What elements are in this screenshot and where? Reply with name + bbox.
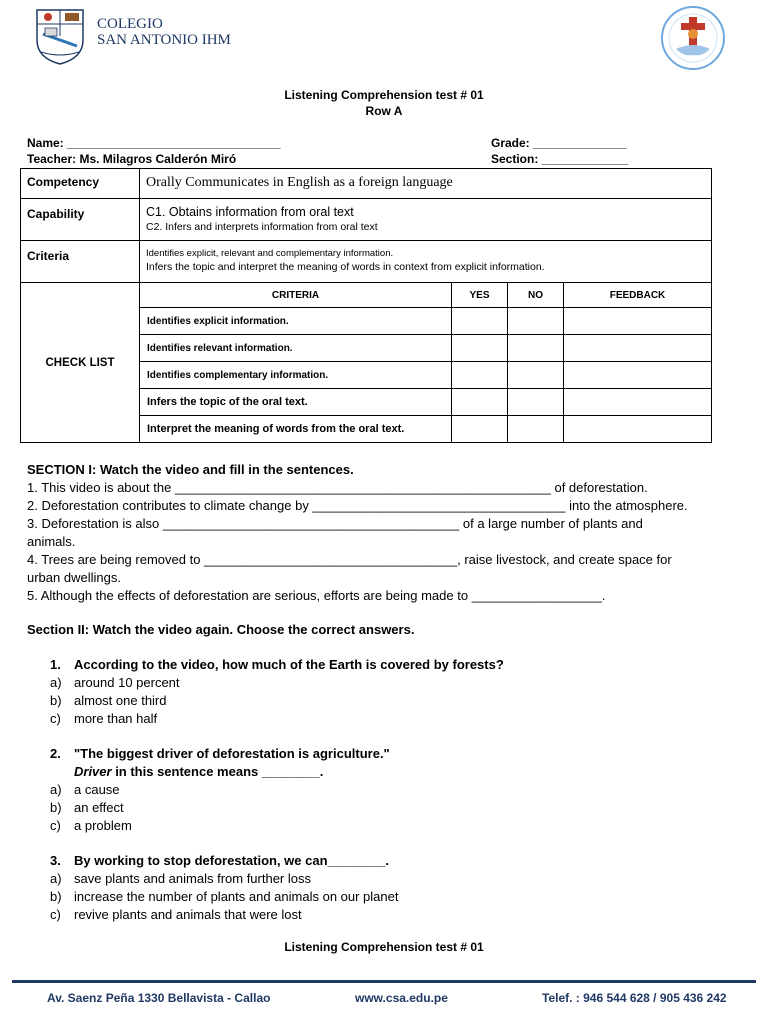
checklist-label: CHECK LIST <box>21 283 140 443</box>
question-number: 3. <box>50 853 61 868</box>
option-text: a problem <box>74 818 132 833</box>
capability-value <box>140 199 712 241</box>
criteria-line1: Identifies explicit, relevant and complementary information. <box>146 248 394 259</box>
checklist-row <box>140 416 711 443</box>
section-field[interactable]: Section: _____________ <box>491 152 629 166</box>
option-c[interactable] <box>50 906 398 924</box>
option-c[interactable] <box>50 710 180 728</box>
criteria-value <box>140 241 712 283</box>
checklist-header-feedback: FEEDBACK <box>564 283 712 308</box>
checklist-item: Infers the topic of the oral text. <box>140 389 452 416</box>
footer-divider <box>12 980 756 983</box>
checklist-header-criteria: CRITERIA <box>140 283 452 308</box>
section1-line: urban dwellings. <box>27 570 121 585</box>
option-text: around 10 percent <box>74 675 180 690</box>
competency-label: Competency <box>21 169 140 199</box>
competency-value: Orally Communicates in English as a foreign language <box>140 169 712 199</box>
option-letter: c) <box>50 907 61 922</box>
option-text: increase the number of plants and animals on our planet <box>74 889 399 904</box>
footer-address: Av. Saenz Peña 1330 Bellavista - Callao <box>47 991 271 1005</box>
option-letter: a) <box>50 871 62 886</box>
school-name-line1: COLEGIO <box>97 16 163 32</box>
yes-cell[interactable] <box>452 335 508 362</box>
option-text: a cause <box>74 782 120 797</box>
checklist-item: Identifies explicit information. <box>140 308 452 335</box>
section1 <box>27 461 747 605</box>
question-2 <box>50 745 390 781</box>
section1-line: animals. <box>27 534 76 549</box>
test-title-text: Listening Comprehension test # 01 <box>284 88 484 102</box>
capability-c1: C1. Obtains information from oral text <box>146 205 354 219</box>
cross-emblem-logo <box>656 5 730 71</box>
option-text: save plants and animals from further loss <box>74 871 311 886</box>
option-letter: b) <box>50 889 62 904</box>
section2-heading: Section II: Watch the video again. Choose the correct answers. <box>27 622 415 637</box>
section1-line[interactable]: 5. Although the effects of deforestation are serious, efforts are being made to __________________. <box>27 588 606 603</box>
feedback-cell[interactable] <box>564 308 712 335</box>
question-text: By working to stop deforestation, we can________. <box>74 853 389 868</box>
feedback-cell[interactable] <box>564 389 712 416</box>
checklist-header-no: NO <box>508 283 564 308</box>
checklist-cell <box>140 283 712 443</box>
question-1 <box>50 656 504 674</box>
school-crest-logo <box>33 6 87 66</box>
section1-line[interactable]: 1. This video is about the ____________________________________________________ of deforestation. <box>27 480 648 495</box>
section1-line[interactable]: 4. Trees are being removed to ___________________________________, raise livestock, and create space for <box>27 552 672 567</box>
option-text: revive plants and animals that were lost <box>74 907 302 922</box>
name-field[interactable]: Name: ________________________________ <box>27 136 281 150</box>
checklist-item: Identifies complementary information. <box>140 362 452 389</box>
teacher-field: Teacher: Ms. Milagros Calderón Miró <box>27 152 237 166</box>
question-italic-word: Driver <box>74 764 112 779</box>
option-letter: c) <box>50 818 61 833</box>
footer-phone: Telef. : 946 544 628 / 905 436 242 <box>542 991 727 1005</box>
checklist-row <box>140 389 711 416</box>
checklist-item: Interpret the meaning of words from the oral text. <box>140 416 452 443</box>
option-letter: b) <box>50 693 62 708</box>
option-b[interactable] <box>50 692 180 710</box>
no-cell[interactable] <box>508 308 564 335</box>
option-letter: a) <box>50 675 62 690</box>
page-footer-title: Listening Comprehension test # 01 <box>284 940 484 954</box>
checklist-row <box>140 362 711 389</box>
capability-label: Capability <box>21 199 140 241</box>
checklist-row <box>140 308 711 335</box>
test-title <box>0 87 768 119</box>
no-cell[interactable] <box>508 335 564 362</box>
school-name-line2: SAN ANTONIO IHM <box>97 32 231 48</box>
criteria-line2: Infers the topic and interpret the meaning of words in context from explicit information. <box>146 261 545 273</box>
capability-c2: C2. Infers and interprets information from oral text <box>146 221 378 233</box>
option-text: more than half <box>74 711 158 726</box>
option-c[interactable] <box>50 817 132 835</box>
question-text: "The biggest driver of deforestation is agriculture." <box>74 746 390 761</box>
option-letter: a) <box>50 782 62 797</box>
option-b[interactable] <box>50 888 398 906</box>
no-cell[interactable] <box>508 389 564 416</box>
school-name <box>97 16 231 48</box>
question-text-cont: in this sentence means ________. <box>111 764 324 779</box>
question-number: 1. <box>50 657 61 672</box>
question-1-options <box>50 674 180 728</box>
yes-cell[interactable] <box>452 416 508 443</box>
test-row-text: Row A <box>365 104 403 118</box>
feedback-cell[interactable] <box>564 416 712 443</box>
question-3 <box>50 852 389 870</box>
question-text: According to the video, how much of the Earth is covered by forests? <box>74 657 504 672</box>
checklist-header-yes: YES <box>452 283 508 308</box>
no-cell[interactable] <box>508 416 564 443</box>
checklist-table <box>140 283 711 442</box>
option-letter: c) <box>50 711 61 726</box>
question-number: 2. <box>50 746 61 761</box>
checklist-row <box>140 335 711 362</box>
option-text: almost one third <box>74 693 167 708</box>
footer-website[interactable]: www.csa.edu.pe <box>355 991 448 1005</box>
yes-cell[interactable] <box>452 362 508 389</box>
criteria-label: Criteria <box>21 241 140 283</box>
feedback-cell[interactable] <box>564 335 712 362</box>
section1-heading: SECTION I: Watch the video and fill in the sentences. <box>27 462 354 477</box>
section1-line[interactable]: 2. Deforestation contributes to climate change by ___________________________________ into the atmosphere. <box>27 498 688 513</box>
section1-line[interactable]: 3. Deforestation is also _________________________________________ of a large number of plants and <box>27 516 643 531</box>
option-a[interactable] <box>50 870 398 888</box>
option-a[interactable] <box>50 781 132 799</box>
option-letter: b) <box>50 800 62 815</box>
option-b[interactable] <box>50 799 132 817</box>
grade-field[interactable]: Grade: ______________ <box>491 136 627 150</box>
option-a[interactable] <box>50 674 180 692</box>
question-3-options <box>50 870 398 924</box>
yes-cell[interactable] <box>452 308 508 335</box>
yes-cell[interactable] <box>452 389 508 416</box>
option-text: an effect <box>74 800 124 815</box>
question-2-options <box>50 781 132 835</box>
rubric-table <box>20 168 712 443</box>
feedback-cell[interactable] <box>564 362 712 389</box>
no-cell[interactable] <box>508 362 564 389</box>
checklist-item: Identifies relevant information. <box>140 335 452 362</box>
